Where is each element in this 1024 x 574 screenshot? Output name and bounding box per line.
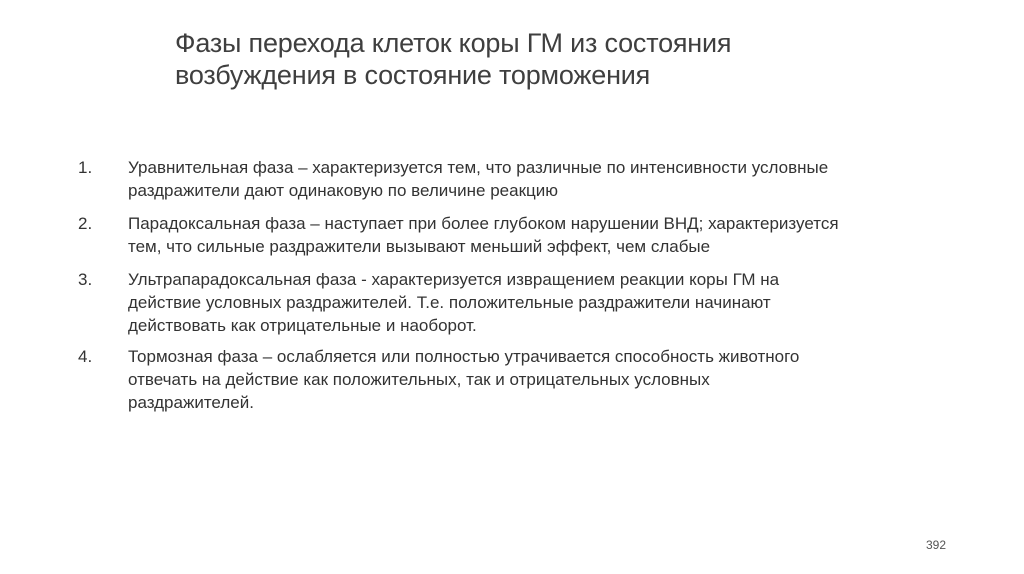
item-text-line: Тормозная фаза – ослабляется или полностью утрачивается способность животного bbox=[128, 347, 800, 366]
item-number: 1. bbox=[78, 158, 93, 177]
title-line: возбуждения в состояние торможения bbox=[175, 60, 651, 90]
list-item bbox=[78, 268, 968, 337]
item-text-line: Ультрапарадоксальная фаза - характеризуется извращением реакции коры ГМ на bbox=[128, 270, 780, 289]
item-text-line: действие условных раздражителей. Т.е. положительные раздражители начинают bbox=[128, 293, 771, 312]
item-text-line: раздражители дают одинаковую по величине реакцию bbox=[128, 181, 559, 200]
list-item bbox=[78, 156, 968, 202]
list-item bbox=[78, 212, 968, 258]
item-text-line: отвечать на действие как положительных, так и отрицательных условных bbox=[128, 370, 710, 389]
list-item bbox=[78, 345, 968, 414]
title-line: Фазы перехода клеток коры ГМ из состояния bbox=[175, 28, 732, 58]
item-text-line: тем, что сильные раздражители вызывают меньший эффект, чем слабые bbox=[128, 237, 711, 256]
item-text-line: Уравнительная фаза – характеризуется тем, что различные по интенсивности условные bbox=[128, 158, 829, 177]
page-number: 392 bbox=[925, 538, 946, 552]
item-text-line: раздражителей. bbox=[128, 393, 254, 412]
slide-title bbox=[175, 27, 875, 91]
item-text-line: Парадоксальная фаза – наступает при более глубоком нарушении ВНД; характеризуется bbox=[128, 214, 839, 233]
item-number: 2. bbox=[78, 214, 93, 233]
phase-list bbox=[78, 156, 968, 424]
item-number: 3. bbox=[78, 270, 93, 289]
item-number: 4. bbox=[78, 347, 93, 366]
item-text-line: действовать как отрицательные и наоборот. bbox=[128, 316, 477, 335]
